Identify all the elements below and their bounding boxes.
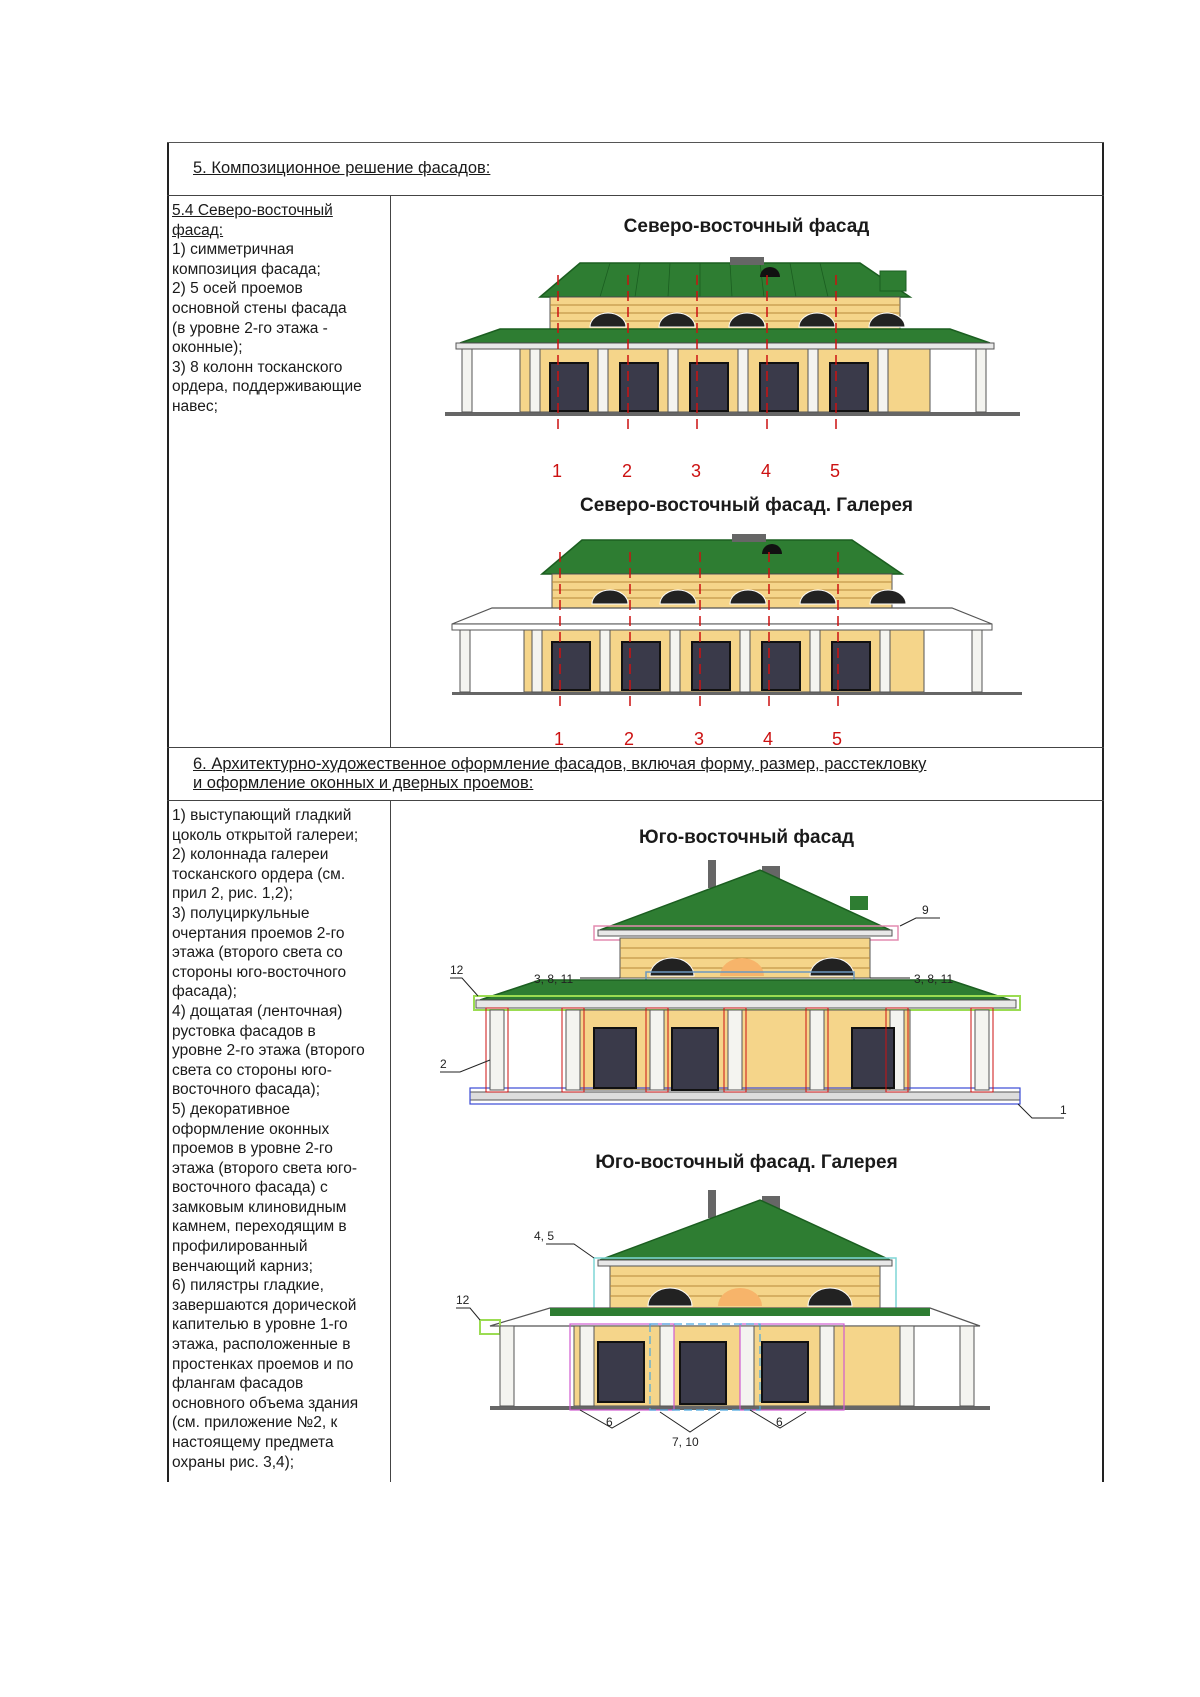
s6-line: профилированный xyxy=(172,1238,308,1256)
axis-label: 4 xyxy=(763,729,774,749)
s6-line: капителью в уровне 1-го xyxy=(172,1316,348,1334)
axis-label: 3 xyxy=(694,729,705,749)
s6-line: настоящему предмета xyxy=(172,1434,334,1451)
gallery-columns xyxy=(490,1010,989,1090)
s6-line: восточного фасада); xyxy=(172,1081,321,1099)
s5-line: 3) 8 колонн тосканского xyxy=(172,358,343,376)
s5-line: основной стены фасада xyxy=(172,299,347,317)
s6-line: флангам фасадов xyxy=(172,1375,304,1393)
callout-label: 2 xyxy=(440,1057,447,1071)
section-6-description xyxy=(172,806,387,1472)
s6-line: этажа, расположенные в xyxy=(172,1336,351,1354)
axis-label: 1 xyxy=(552,461,563,481)
upper-roof xyxy=(542,534,902,574)
frame-left xyxy=(167,142,169,1482)
s6-line: 5) декоративное xyxy=(172,1100,291,1118)
s6-line: простенках проемов и по xyxy=(172,1355,354,1373)
callout-label: 9 xyxy=(922,903,929,917)
s6-line: проемов в уровне 2-го xyxy=(172,1140,333,1158)
s6-line: 3) полуциркульные xyxy=(172,904,310,922)
callout-label: 7, 10 xyxy=(672,1435,699,1449)
s5-line: 2) 5 осей проемов xyxy=(172,280,303,298)
subsection-title-line2: фасад: xyxy=(172,221,224,239)
s6-line: этажа (второго света юго- xyxy=(172,1159,357,1177)
figure-3-drawing xyxy=(440,860,1067,1140)
axis-label: 5 xyxy=(832,729,843,749)
callout-label: 12 xyxy=(456,1293,470,1307)
s6-line: уровне 2-го этажа (второго xyxy=(172,1042,365,1060)
figure-4-title: Юго-восточный фасад. Галерея xyxy=(595,1152,898,1173)
axis-label: 1 xyxy=(554,729,565,749)
callout-label: 4, 5 xyxy=(534,1229,555,1243)
callout-label: 12 xyxy=(450,963,464,977)
figure-1-drawing xyxy=(440,255,1040,480)
s5-line: навес; xyxy=(172,397,218,415)
s6-line: камнем, переходящим в xyxy=(172,1218,347,1236)
s6-line: света со стороны юго- xyxy=(172,1061,332,1079)
section-6-header-line1: 6. Архитектурно-художественное оформление фасадов, включая форму, размер, расстекловку xyxy=(193,755,927,773)
upper-roof xyxy=(540,257,910,297)
s6-line: 2) колоннада галереи xyxy=(172,846,329,864)
ground-floor xyxy=(470,1010,1020,1104)
figure-2-title: Северо-восточный фасад. Галерея xyxy=(580,495,913,516)
section-5-description xyxy=(172,201,387,417)
s5-line: (в уровне 2-го этажа - xyxy=(172,319,328,337)
s5-line: ордера, поддерживающие xyxy=(172,378,362,396)
gallery-canopy-outline xyxy=(452,608,992,630)
ground-windows xyxy=(598,1342,808,1404)
figure-3-title: Юго-восточный фасад xyxy=(638,827,855,848)
s6-line: замковым клиновидным xyxy=(172,1198,347,1216)
frame-top xyxy=(167,142,1104,143)
callout-label: 3, 8, 11 xyxy=(914,972,954,986)
s6-line: этажа (второго света со xyxy=(172,944,343,962)
upper-wall xyxy=(594,1258,896,1310)
figure-2-drawing xyxy=(452,532,1032,747)
s5-line: оконные); xyxy=(172,339,243,357)
section-6-header-line2: и оформление оконных и дверных проемов: xyxy=(193,774,534,792)
s6-line: оформление оконных xyxy=(172,1120,330,1138)
column-divider-2 xyxy=(390,800,391,1482)
upper-roof xyxy=(598,1200,892,1266)
axis-label: 2 xyxy=(624,729,635,749)
section-5-header: 5. Композиционное решение фасадов: xyxy=(193,159,491,177)
s6-line: рустовка фасадов в xyxy=(172,1022,316,1040)
callout-label: 6 xyxy=(606,1415,613,1429)
s6-line: венчающий карниз; xyxy=(172,1257,313,1275)
s6-line: цоколь открытой галереи; xyxy=(172,826,359,844)
frame-right xyxy=(1102,142,1104,1482)
s6-line: (см. приложение №2, к xyxy=(172,1414,338,1432)
s6-line: 4) дощатая (ленточная) xyxy=(172,1002,343,1020)
s6-line: охраны рис. 3,4); xyxy=(172,1453,295,1471)
s6-line: восточного фасада) с xyxy=(172,1179,328,1197)
s6-line: 6) пилястры гладкие, xyxy=(172,1277,324,1295)
rule-3 xyxy=(167,800,1104,801)
gallery-canopy xyxy=(456,329,994,349)
axis-label: 4 xyxy=(761,461,772,481)
axis-label: 5 xyxy=(830,461,841,481)
s6-line: фасада); xyxy=(172,983,237,1001)
rule-1 xyxy=(167,195,1104,196)
axis-label: 3 xyxy=(691,461,702,481)
callout-label: 1 xyxy=(1060,1103,1067,1117)
figure-4-drawing xyxy=(456,1190,1010,1450)
figure-1-title: Северо-восточный фасад xyxy=(623,216,870,237)
callout-label: 6 xyxy=(776,1415,783,1429)
s6-line: тосканского ордера (см. xyxy=(172,865,346,883)
s6-line: стороны юго-восточного xyxy=(172,963,347,981)
s5-line: композиция фасада; xyxy=(172,260,321,278)
s6-line: очертания проемов 2-го xyxy=(172,924,345,942)
s6-line: завершаются дорической xyxy=(172,1296,357,1314)
s6-line: прил 2, рис. 1,2); xyxy=(172,885,293,903)
callout-label: 3, 8, 11 xyxy=(534,972,574,986)
s5-line: 1) симметричная xyxy=(172,241,294,259)
axis-label: 2 xyxy=(622,461,633,481)
column-divider-1 xyxy=(390,195,391,747)
subsection-title-line1: 5.4 Северо-восточный xyxy=(172,202,333,219)
upper-roof xyxy=(594,870,898,940)
s6-line: 1) выступающий гладкий xyxy=(172,807,352,824)
rule-2 xyxy=(167,747,1104,748)
s6-line: основного объема здания xyxy=(172,1394,359,1412)
upper-wall xyxy=(620,938,870,982)
